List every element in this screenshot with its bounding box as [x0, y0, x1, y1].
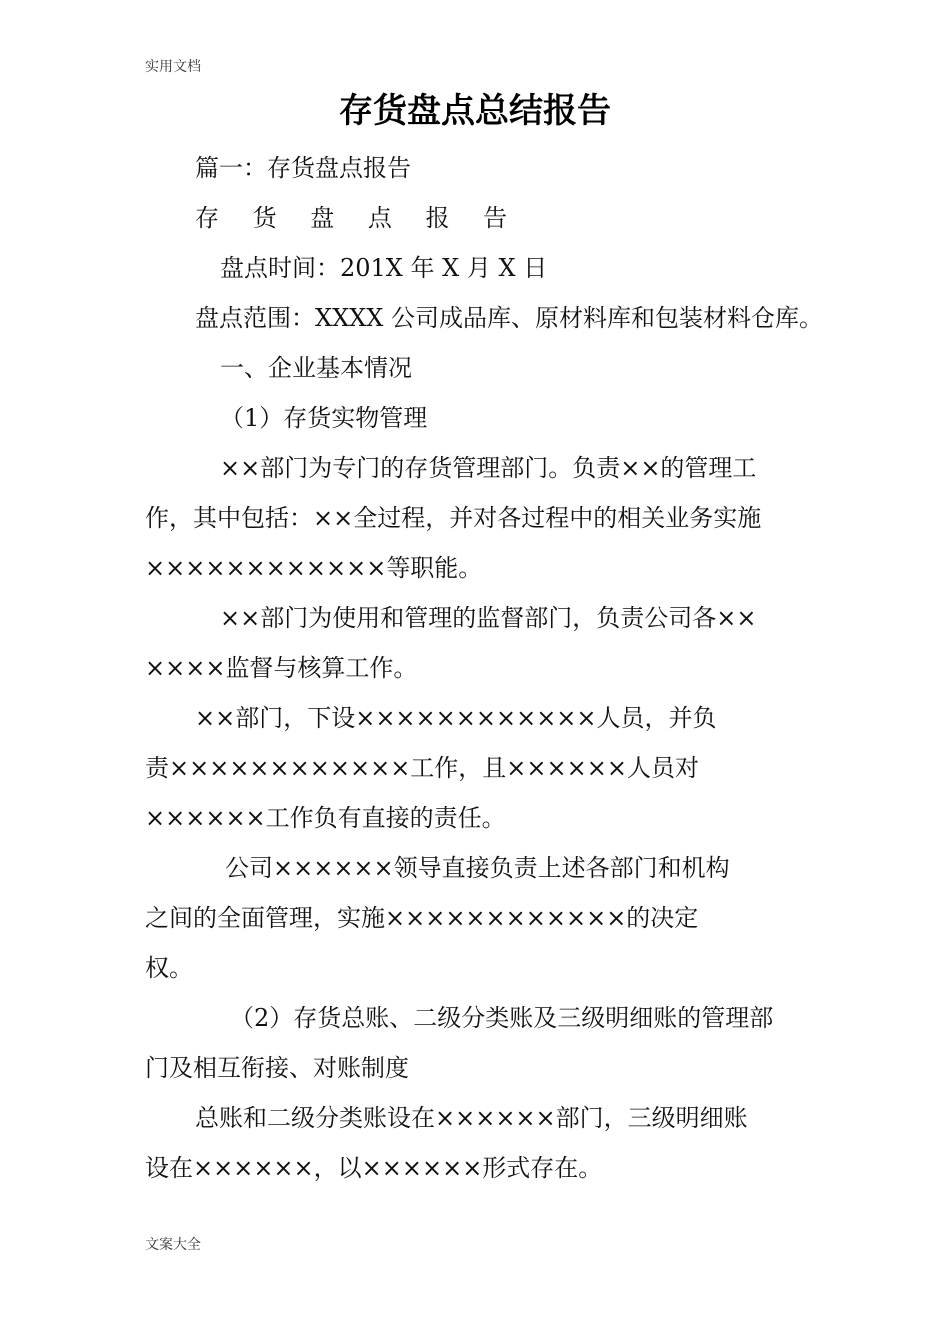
paragraph-line: 作，其中包括：××全过程，并对各过程中的相关业务实施: [145, 504, 762, 532]
subsection-heading: 一、企业基本情况: [220, 354, 412, 382]
paragraph-line: ××部门，下设××××××××××××人员，并负: [195, 704, 717, 732]
header-note: 实用文档: [145, 59, 201, 75]
paragraph-line: 设在××××××，以××××××形式存在。: [145, 1154, 603, 1182]
inventory-date: 盘点时间：201X 年 X 月 X 日: [220, 254, 548, 282]
paragraph-line: ××××××××××××等职能。: [145, 554, 483, 582]
paragraph-line: 总账和二级分类账设在××××××部门，三级明细账: [195, 1104, 748, 1132]
paragraph-line: 公司××××××领导直接负责上述各部门和机构: [225, 854, 730, 882]
document-title: 存货盘点总结报告: [339, 91, 611, 131]
item-heading: （1）存货实物管理: [220, 404, 428, 432]
paragraph-line: ××部门为使用和管理的监督部门，负责公司各××: [220, 604, 757, 632]
report-heading: 存 货 盘 点 报 告: [195, 204, 521, 232]
inventory-scope: 盘点范围：XXXX 公司成品库、原材料库和包装材料仓库。: [195, 304, 823, 332]
paragraph-line: ××××监督与核算工作。: [145, 654, 418, 682]
paragraph-line: 责××××××××××××工作，且××××××人员对: [145, 754, 699, 782]
footer-note: 文案大全: [145, 1237, 201, 1253]
paragraph-line: ××××××工作负有直接的责任。: [145, 804, 506, 832]
paragraph-line: 之间的全面管理，实施××××××××××××的决定: [145, 904, 699, 932]
item-heading-continued: 门及相互衔接、对账制度: [145, 1054, 409, 1082]
paragraph-line: ××部门为专门的存货管理部门。负责××的管理工: [220, 454, 757, 482]
section-heading: 篇一：存货盘点报告: [195, 154, 411, 182]
paragraph-line: 权。: [145, 954, 193, 982]
item-heading: （2）存货总账、二级分类账及三级明细账的管理部: [230, 1004, 774, 1032]
